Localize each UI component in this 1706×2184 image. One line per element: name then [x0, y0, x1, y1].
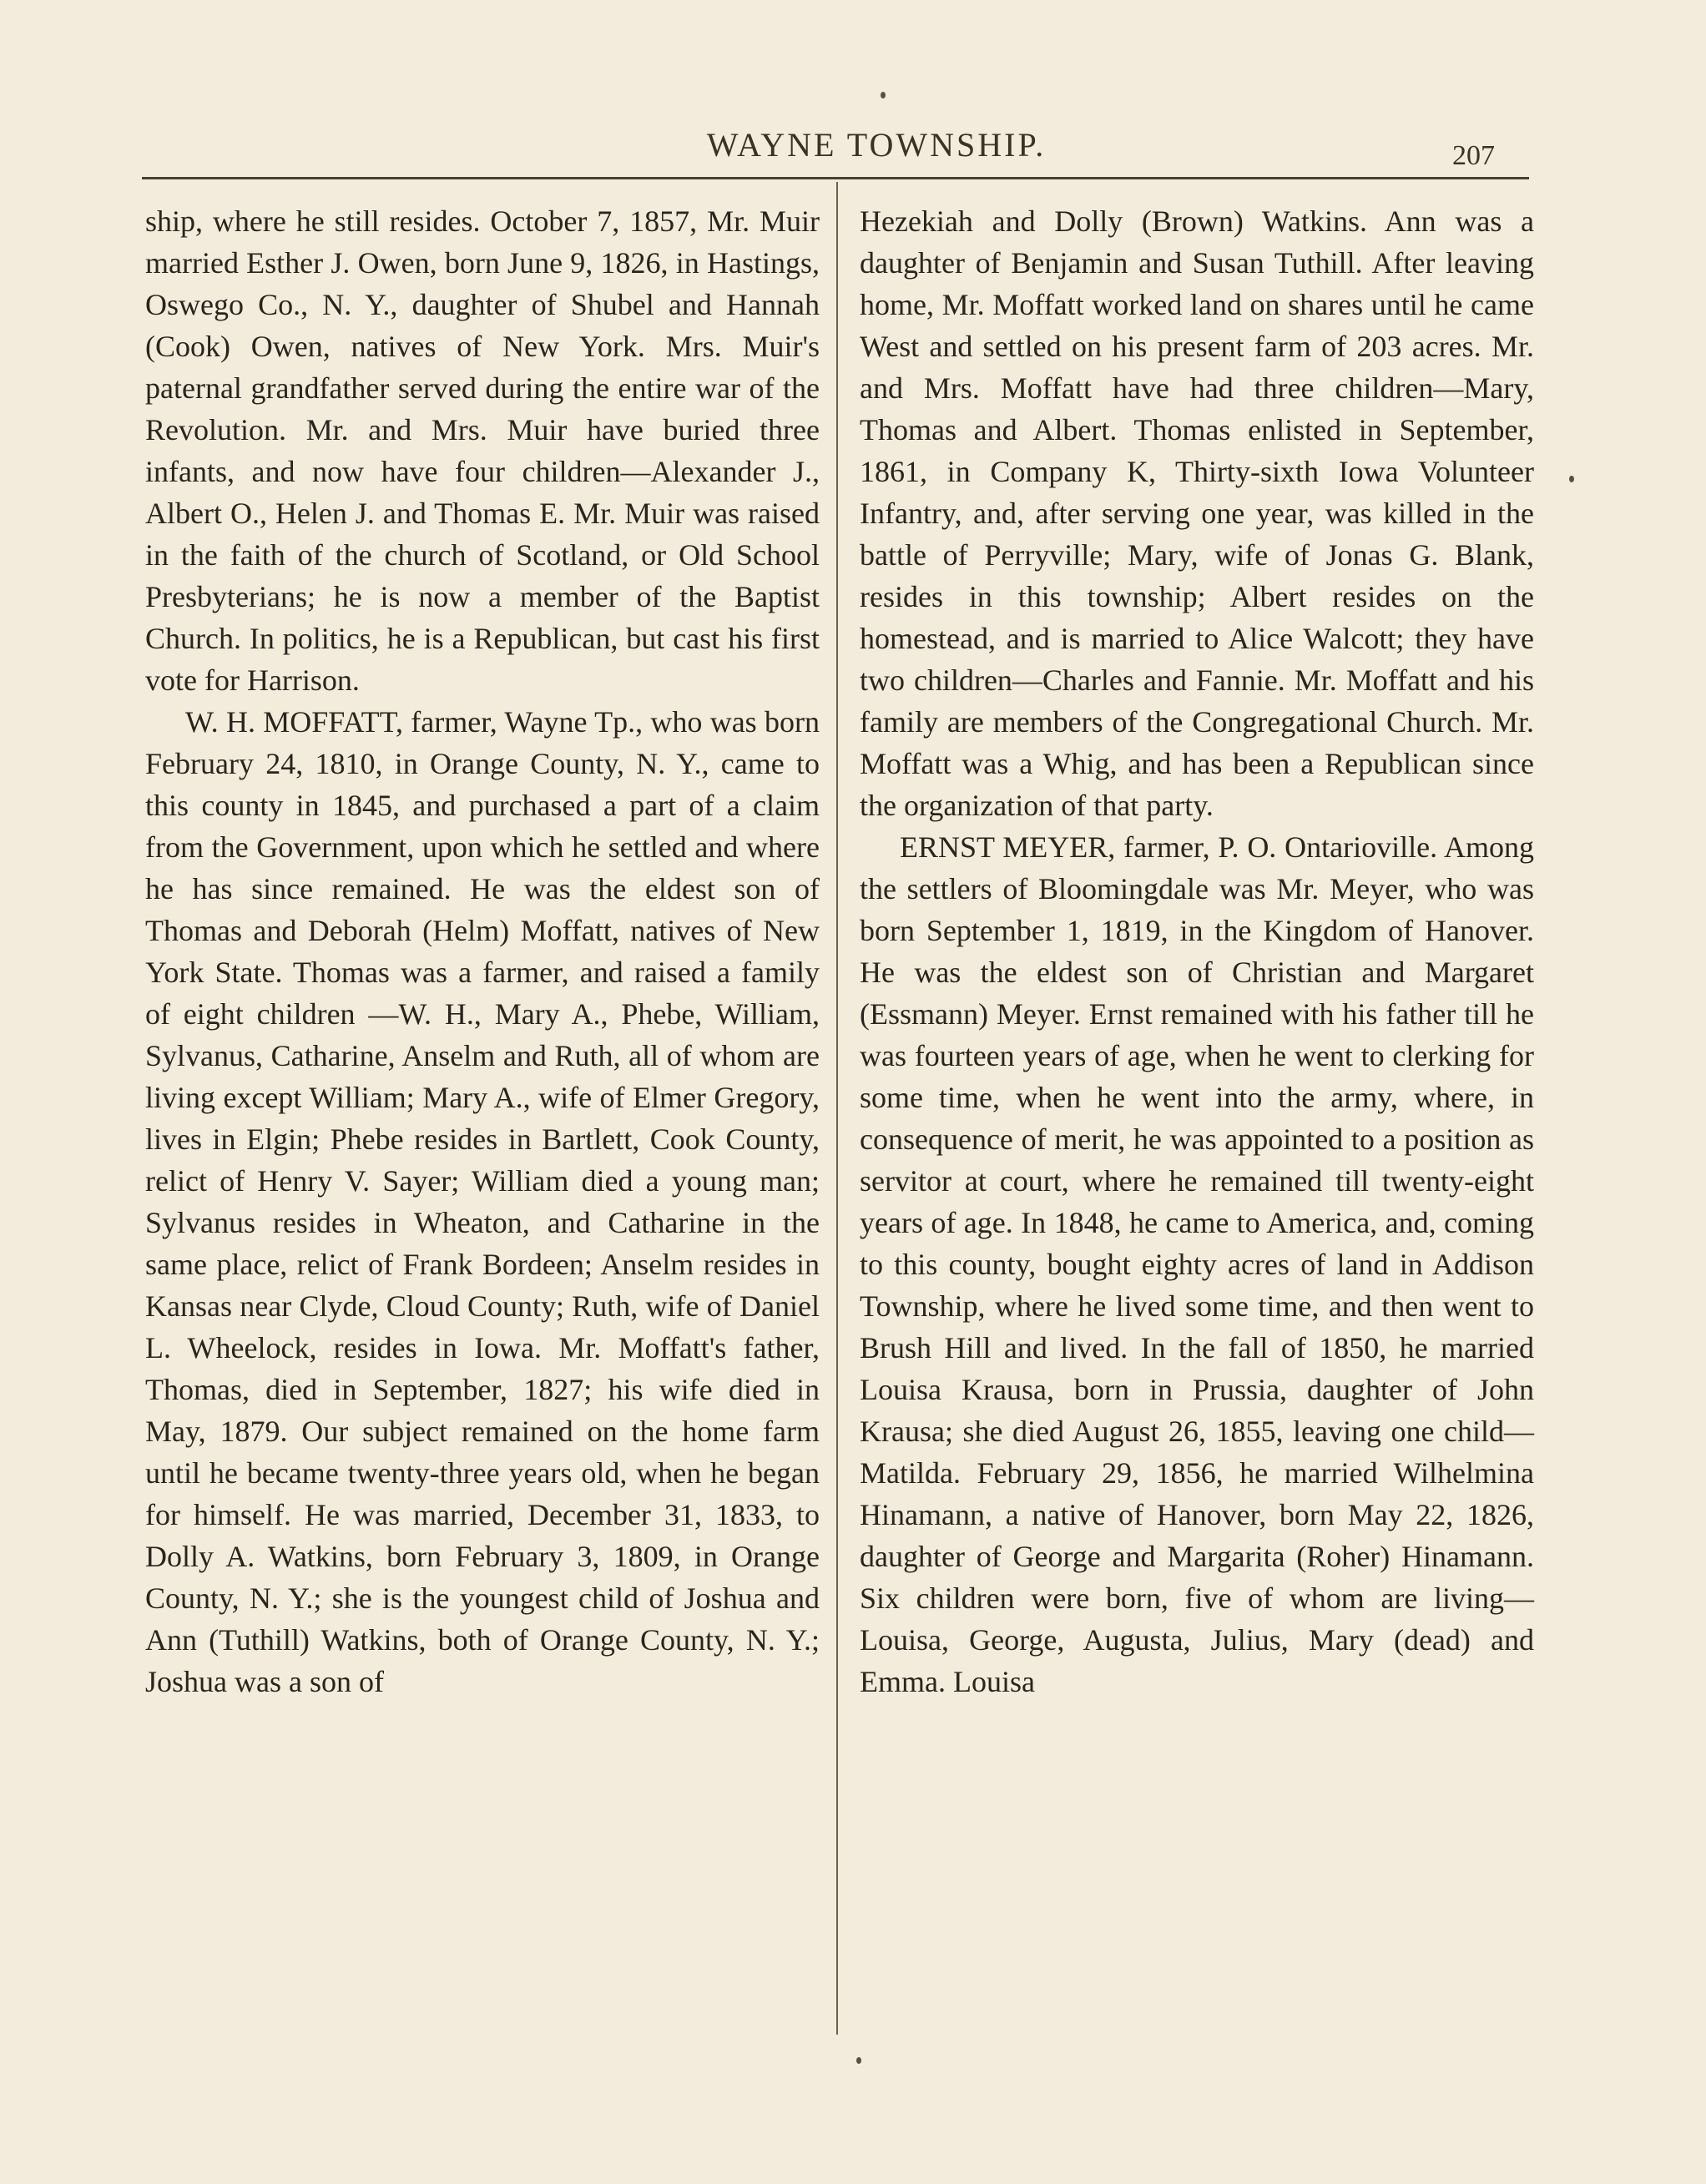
paragraph-meyer: ERNST MEYER, farmer, P. O. Ontarioville. Among the settlers of Bloomingdale was Mr. Meyer, who was born September 1, 1819, in the Kingdom of Hanover. He was the eldest son of Christian and Margaret (Essmann) Meyer. Ernst remained with his father till he was fourteen years of age, when he went to clerking for some time, when he went into the army, where, in consequence of merit, he was appointed to a position as servitor at court, where he remained till twenty-eight years of age. In 1848, he came to America, and, coming to this county, bought eighty acres of land in Addison Township, where he lived some time, and then went to Brush Hill and lived. In the fall of 1850, he married Louisa Krausa, born in Prussia, daughter of John Krausa; she died August 26, 1855, leaving one child—Matilda. February 29, 1856, he married Wilhelmina Hinamann, a native of Hanover, born May 22, 1826, daughter of George and Margarita (Roher) Hinamann. Six children were born, five of whom are living—Louisa, George, Augusta, Julius, Mary (dead) and Emma. Louisa	[860, 830, 1534, 1698]
header-rule	[142, 177, 1529, 179]
left-column	[145, 200, 820, 1702]
paragraph-muir-continuation: ship, where he still resides. October 7, 1857, Mr. Muir married Esther J. Owen, born June 9, 1826, in Hastings, Oswego Co., N. Y., daughter of Shubel and Hannah (Cook) Owen, natives of New York. Mrs. Muir's paternal grandfather served during the entire war of the Revolution. Mr. and Mrs. Muir have buried three infants, and now have four children—Alexander J., Albert O., Helen J. and Thomas E. Mr. Muir was raised in the faith of the church of Scotland, or Old School Presbyterians; he is now a member of the Baptist Church. In politics, he is a Republican, but cast his first vote for Harrison.	[145, 204, 820, 697]
column-divider	[836, 182, 838, 2035]
paragraph-moffatt-continuation: Hezekiah and Dolly (Brown) Watkins. Ann was a daughter of Benjamin and Susan Tuthill. After leaving home, Mr. Moffatt worked land on shares until he came West and settled on his present farm of 203 acres. Mr. and Mrs. Moffatt have had three children—Mary, Thomas and Albert. Thomas enlisted in September, 1861, in Company K, Thirty-sixth Iowa Volunteer Infantry, and, after serving one year, was killed in the battle of Perryville; Mary, wife of Jonas G. Blank, resides in this township; Albert resides on the homestead, and is married to Alice Walcott; they have two children—Charles and Fannie. Mr. Moffatt and his family are members of the Congregational Church. Mr. Moffatt was a Whig, and has been a Republican since the organization of that party.	[860, 204, 1534, 822]
right-column	[860, 200, 1534, 1702]
running-head	[0, 125, 1706, 172]
running-title: WAYNE TOWNSHIP.	[706, 126, 1047, 164]
page-number: 207	[1452, 140, 1495, 171]
ink-speck	[856, 2057, 861, 2064]
paragraph-moffatt: W. H. MOFFATT, farmer, Wayne Tp., who was born February 24, 1810, in Orange County, N. Y., came to this county in 1845, and purchased a part of a claim from the Government, upon which he settled and where he has since remained. He was the eldest son of Thomas and Deborah (Helm) Moffatt, natives of New York State. Thomas was a farmer, and raised a family of eight children —W. H., Mary A., Phebe, William, Sylvanus, Catharine, Anselm and Ruth, all of whom are living except William; Mary A., wife of Elmer Gregory, lives in Elgin; Phebe resides in Bartlett, Cook County, relict of Henry V. Sayer; William died a young man; Sylvanus resides in Wheaton, and Catharine in the same place, relict of Frank Bordeen; Anselm resides in Kansas near Clyde, Cloud County; Ruth, wife of Daniel L. Wheelock, resides in Iowa. Mr. Moffatt's father, Thomas, died in September, 1827; his wife died in May, 1879. Our subject remained on the home farm until he became twenty-three years old, when he began for himself. He was married, December 31, 1833, to Dolly A. Watkins, born February 3, 1809, in Orange County, N. Y.; she is the youngest child of Joshua and Ann (Tuthill) Watkins, both of Orange County, N. Y.; Joshua was a son of	[145, 705, 820, 1698]
ink-speck	[1569, 476, 1574, 482]
ink-speck	[881, 92, 886, 98]
